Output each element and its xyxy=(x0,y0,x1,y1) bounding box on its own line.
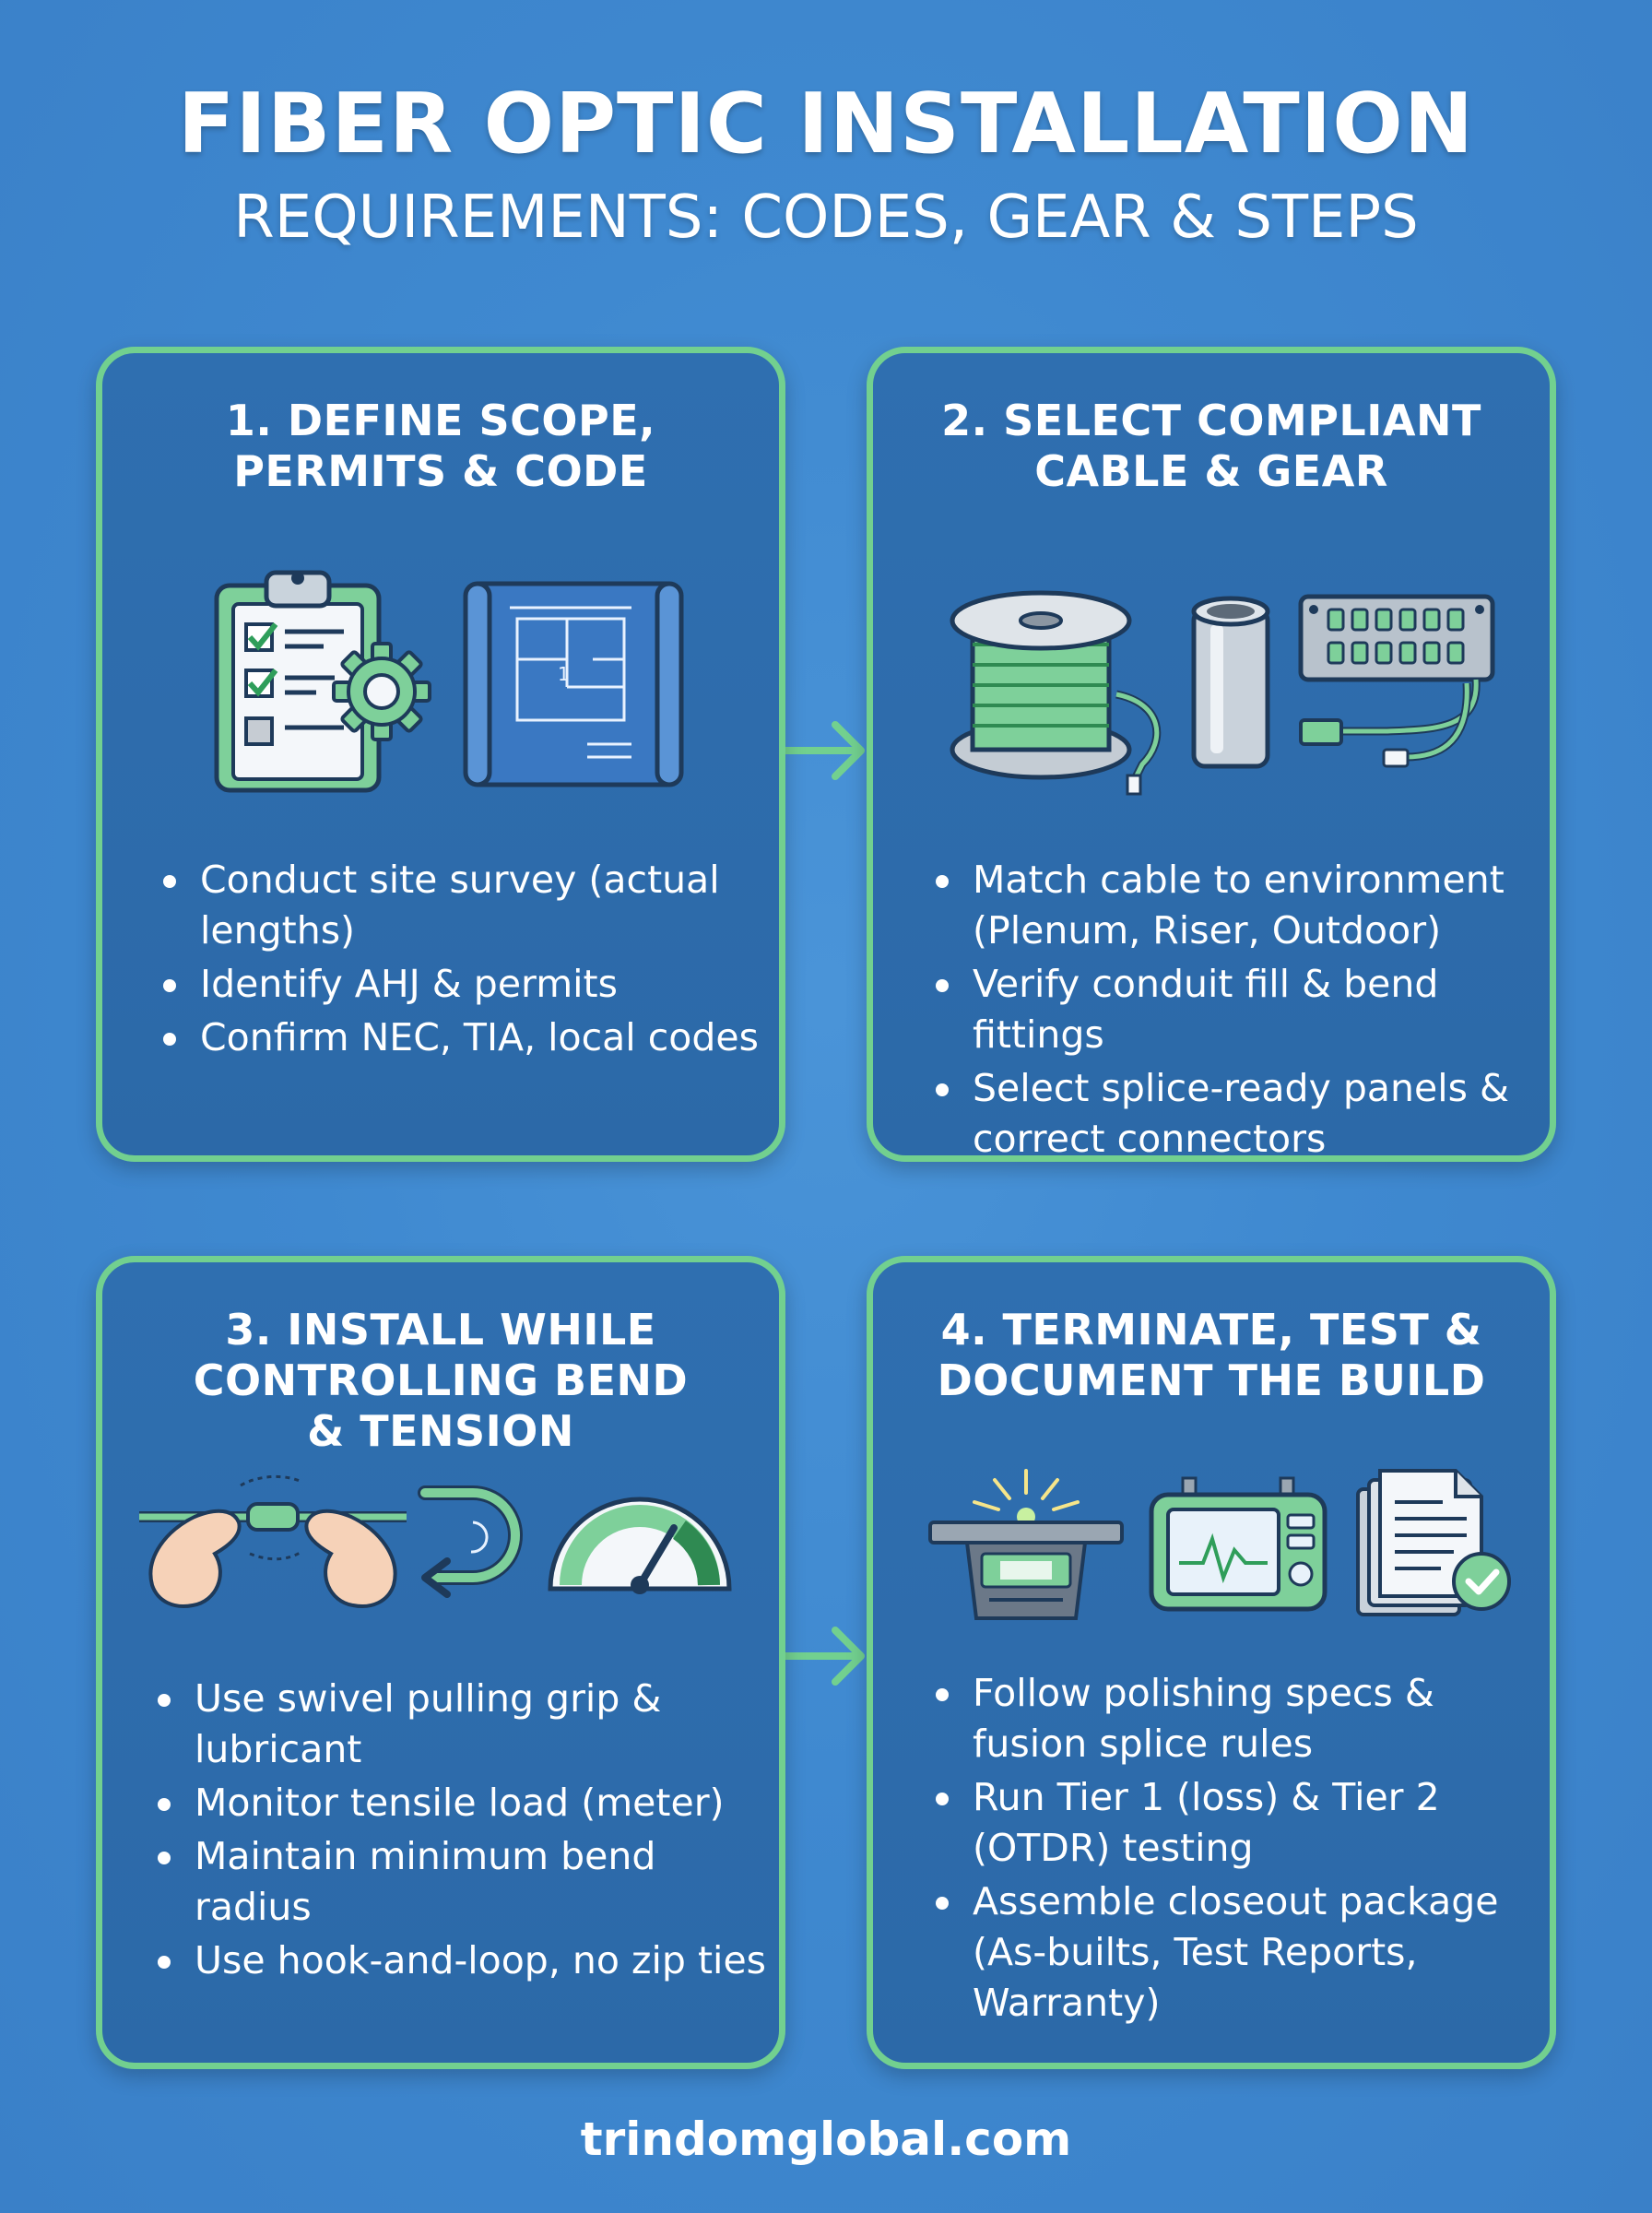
page-subtitle: REQUIREMENTS: CODES, GEAR & STEPS xyxy=(233,183,1419,252)
step-1-icons xyxy=(102,565,779,796)
step-1-bullets xyxy=(161,855,770,1066)
list-item: Monitor tensile load (meter) xyxy=(156,1778,770,1828)
list-item: Assemble closeout package (As-builts, Test Reports, Warranty) xyxy=(934,1876,1540,2029)
gear-icon xyxy=(331,641,432,742)
step-2-title: 2. SELECT COMPLIANT CABLE & GEAR xyxy=(941,396,1481,496)
list-item: Conduct site survey (actual lengths) xyxy=(161,855,770,956)
list-item: Confirm NEC, TIA, local codes xyxy=(161,1012,770,1063)
list-item: Use hook-and-loop, no zip ties xyxy=(156,1935,770,1986)
list-item: Use swivel pulling grip & lubricant xyxy=(156,1674,770,1775)
list-item: Maintain minimum bend radius xyxy=(156,1831,770,1933)
svg-text:1: 1 xyxy=(558,663,570,685)
bend-radius-arrow-icon xyxy=(407,1473,536,1602)
step-card-1 xyxy=(96,347,785,1162)
list-item: Identify AHJ & permits xyxy=(161,959,770,1010)
cable-spool-icon xyxy=(945,584,1175,796)
step-2-bullets xyxy=(934,855,1540,1167)
step-1-title: 1. DEFINE SCOPE, PERMITS & CODE xyxy=(225,396,656,496)
list-item: Match cable to environment (Plenum, Riser, Outdoor) xyxy=(934,855,1540,956)
step-2-icons xyxy=(873,565,1550,796)
step-card-2 xyxy=(867,347,1556,1162)
hands-pulling-grip-icon xyxy=(139,1465,407,1613)
step-4-title: 4. TERMINATE, TEST & DOCUMENT THE BUILD xyxy=(937,1305,1486,1405)
footer-url: trindomglobal.com xyxy=(580,2112,1072,2166)
step-3-bullets xyxy=(156,1674,770,1989)
flow-arrow-top-icon xyxy=(780,701,872,802)
list-item: Verify conduit fill & bend fittings xyxy=(934,959,1540,1060)
page-title: FIBER OPTIC INSTALLATION xyxy=(177,76,1475,172)
step-3-title: 3. INSTALL WHILE CONTROLLING BEND & TENSION xyxy=(193,1305,689,1456)
conduit-icon xyxy=(1186,591,1275,775)
list-item: Follow polishing specs & fusion splice rules xyxy=(934,1668,1540,1769)
otdr-tester-icon xyxy=(1146,1474,1330,1613)
tension-meter-gauge-icon xyxy=(543,1485,737,1596)
documents-check-icon xyxy=(1352,1465,1518,1622)
step-card-4 xyxy=(867,1256,1556,2069)
fusion-splicer-icon xyxy=(925,1465,1127,1622)
step-card-3 xyxy=(96,1256,785,2069)
list-item: Select splice-ready panels & correct connectors xyxy=(934,1063,1540,1165)
header xyxy=(0,74,1652,254)
blueprint-icon xyxy=(458,574,689,796)
list-item: Run Tier 1 (loss) & Tier 2 (OTDR) testing xyxy=(934,1772,1540,1874)
patch-panel-icon xyxy=(1295,591,1498,785)
step-4-bullets xyxy=(934,1668,1540,2031)
step-3-icons xyxy=(102,1465,779,1613)
flow-arrow-bottom-icon xyxy=(780,1606,872,1708)
step-4-icons xyxy=(873,1465,1550,1613)
